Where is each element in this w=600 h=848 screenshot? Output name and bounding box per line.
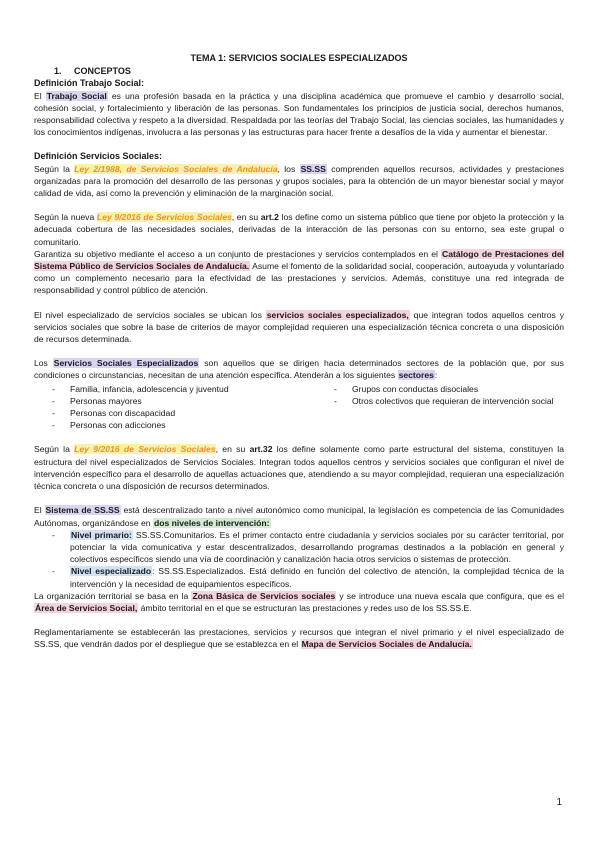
paragraph-reglamentariamente (34, 626, 564, 650)
paragraph-ley-2016-art2 (34, 211, 564, 248)
term-area-servicios: Área de Servicios Social, (35, 602, 138, 613)
text: es una profesión basada en la práctica y una disciplina académica que promueve el cambio y desarrollo social, cohesión social, y fortalecimiento y liberación de las personas. Son fundamentales los principios de justicia social, derechos humanos, responsabilidad colectiva y respeto a la diversidad. Respaldada por las teorías del Trabajo Social, las ciencias sociales, las humanidades y los conocimientos indígenas, involucra a las personas y las estructuras para hacer frente a desafíos de la vida y aumentar el bienestar. (34, 90, 564, 138)
term-trabajo-social: Trabajo Social (46, 90, 107, 101)
text: , en su (231, 212, 261, 223)
law-reference: Ley 9/2016 de Servicios Sociales (74, 444, 216, 455)
document-page (34, 52, 564, 651)
term-sse: Servicios Sociales Especializados (53, 358, 199, 369)
text: que integran todos aquellos centros y servicios sociales que sobre la base de criterios de mayor complejidad requieren una especialización técnica concreta o una disposición de recursos determinada. (34, 309, 564, 345)
list-item: - Personas con discapacidad (34, 407, 316, 419)
law-reference: Ley 9/2016 de Servicios Sociales (96, 212, 232, 223)
text: los define solamente como parte estructural del sistema, constituyen la estructura del nivel especializados de Servicios Sociales. Integran todos aquellos centros y servicios sociales que configuran el nivel de intervención específico para el desarrollo de aquellas actuaciones que, atendiendo a su mayor complejidad, requieran una especialización técnica concreta o una disposición de recursos determinados. (34, 444, 564, 492)
paragraph-nivel-especializado (34, 309, 564, 346)
term-sistema-ssss: Sistema de SS.SS (45, 505, 120, 516)
text: Según la nueva (34, 212, 97, 223)
paragraph-catalogo (34, 248, 564, 297)
term-catalogo: Catálogo de Prestaciones del Sistema Público de Servicios Sociales de Andalucía. (34, 248, 564, 272)
text: El (34, 505, 45, 516)
text: ámbito territorial en el que se estructuran las prestaciones y redes uso de los SS.SS.E. (138, 602, 472, 613)
list-item: - Personas mayores (34, 395, 316, 407)
document-title: TEMA 1: SERVICIOS SOCIALES ESPECIALIZADOS (190, 53, 408, 63)
term-servicios-especializados: servicios sociales especializados, (266, 309, 409, 320)
text: Según la (34, 163, 75, 174)
article-ref: art.32 (249, 444, 273, 455)
list-item: - Personas con adicciones (34, 419, 316, 431)
def-trabajo-social-paragraph (34, 90, 564, 139)
text: Los (34, 358, 53, 369)
section-heading: 1. CONCEPTOS (54, 66, 131, 77)
text: Garantiza su objetivo mediante el acceso a un conjunto de prestaciones y servicios contemplados en el (34, 248, 442, 259)
term-nivel-especializado: Nivel especializado (71, 566, 152, 577)
term-zona-basica: Zona Básica de Servicios sociales (192, 590, 336, 601)
sectors-column-1 (34, 383, 316, 432)
text: SS.SS.Comunitarios. Es el primer contacto entre ciudadanía y servicios sociales por su carácter territorial, por potenciar la vida comunicativa y estar descentralizados, desarrollando programas destinados a la población en general y colectivos específicos siendo una vía de coordinación y canalización hacia otros servicios o sistemas de protección. (70, 529, 564, 565)
text: , en su (215, 444, 250, 455)
paragraph-sse (34, 357, 564, 381)
def-servicios-sociales-heading: Definición Servicios Sociales: (34, 151, 163, 162)
text: y se introduce una nueva escala que configura, que es el (336, 590, 564, 601)
term-nivel-primario: Nivel primario: (71, 529, 132, 540)
term-sectores: sectores (398, 370, 434, 381)
text: comprenden aquellos recursos, actividades y prestaciones organizadas para la promoción del desarrollo de las personas y grupos sociales, para la obtención de un mayor bienestar social y mayor calidad de vida, así como la prevención y eliminación de la marginación social. (34, 163, 564, 199)
list-item-nivel-primario (34, 529, 564, 566)
article-ref: art.2 (260, 212, 279, 223)
text: : SS.SS.Especializados. Está definido en función del colectivo de atención, la complejidad técnica de la intervención y la necesidad de equipamientos específicos. (70, 566, 565, 589)
term-dos-niveles: dos niveles de intervención: (153, 517, 270, 528)
list-item-nivel-especializado (34, 565, 564, 589)
paragraph-ley-1988 (34, 163, 564, 200)
text: los define como un sistema público que tiene por objeto la protección y la adecuada cobertura de las necesidades sociales, derivadas de la interacción de las personas con su entorno, sea este grupal o comunitario. (34, 212, 565, 247)
text: La organización territorial se basa en la (34, 590, 192, 601)
list-item: - Grupos con conductas disociales (316, 383, 564, 395)
sectors-column-2 (316, 383, 564, 432)
text: El nivel especializado de servicios sociales se ubican los (34, 309, 266, 320)
page-number: 1 (556, 797, 562, 808)
text: : (434, 370, 438, 381)
paragraph-sistema-ssss (34, 504, 564, 528)
paragraph-ley-2016-art32 (34, 443, 564, 492)
text: Asume el fomento de la solidaridad social, cooperación, autoayuda y voluntariado como un complemento necesario para la efectividad de las prestaciones y servicios. Además, constituye una red integrada de responsabilidad y control público de atención. (34, 261, 565, 296)
sectors-list (34, 383, 564, 432)
law-reference: Ley 2/1988, de Servicios Sociales de Andalucía (74, 163, 278, 174)
def-trabajo-social-heading: Definición Trabajo Social: (34, 78, 145, 89)
term-mapa-servicios: Mapa de Servicios Sociales de Andalucía. (301, 639, 472, 650)
list-item: - Familia, infancia, adolescencia y juventud (34, 383, 316, 395)
text: son aquellos que se dirigen hacia determinados sectores de la población que, por sus condiciones o circunstancias, necesitan de una atención específica. Atenderán a los siguientes (34, 358, 564, 381)
term-ssss: SS.SS (300, 163, 326, 174)
paragraph-organizacion-territorial (34, 590, 564, 614)
text: Reglamentariamente se establecerán las prestaciones, servicios y recursos que integran el nivel primario y el nivel especializado de SS.SS, que vendrán dados por el despliegue que se establezca en el (34, 627, 564, 650)
text: , los (277, 163, 300, 174)
text: El (34, 90, 46, 101)
list-item: - Otros colectivos que requieran de intervención social (316, 395, 564, 407)
text: Según la (34, 444, 75, 455)
levels-list (34, 529, 564, 590)
text: está descentralizado tanto a nivel autonómico como municipal, la legislación es competencia de las Comunidades Autónomas, organizándose en (34, 505, 564, 528)
